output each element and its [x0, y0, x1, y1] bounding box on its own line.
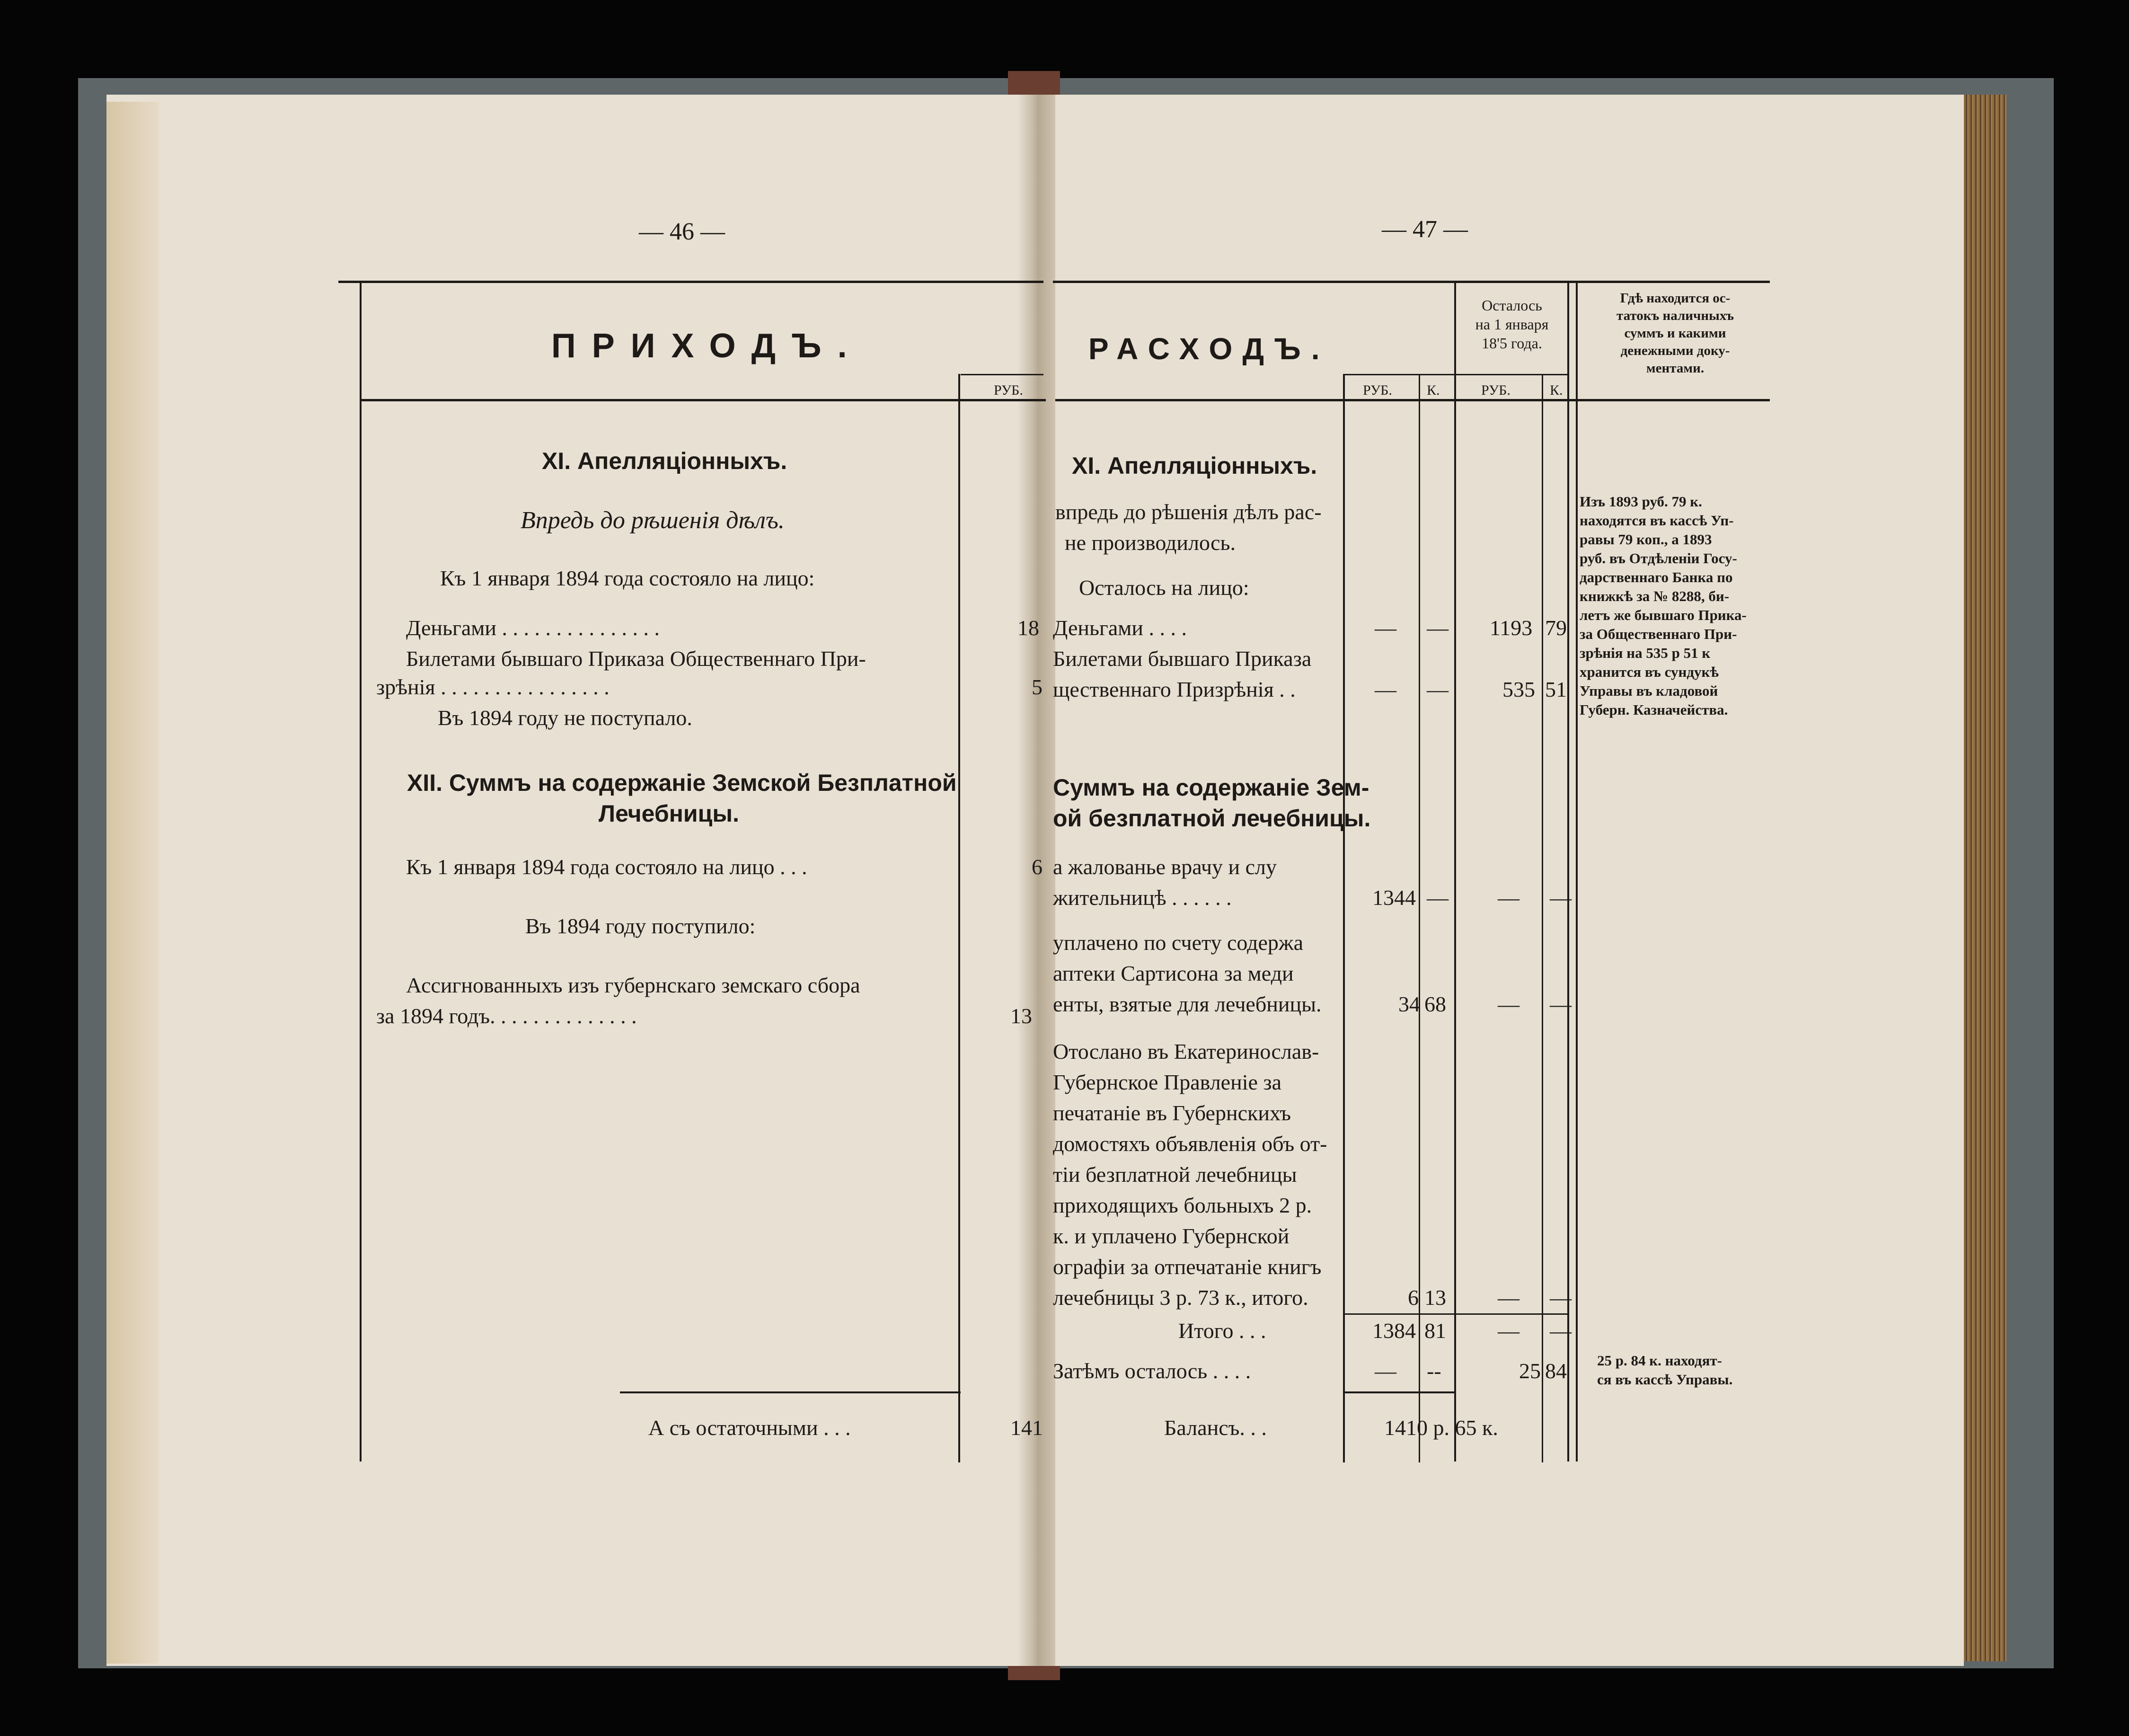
section-12-title-cont: Лечебницы.: [599, 800, 739, 827]
note-line: ся въ кассѣ Управы.: [1597, 1371, 1733, 1388]
section-11-title: XI. Апелляціонныхъ.: [542, 448, 787, 474]
location-note: [1580, 492, 1769, 719]
left-page-edge: [106, 102, 159, 1664]
note-line: книжкѣ за № 8288, би-: [1580, 588, 1730, 604]
amount: 13: [1010, 1004, 1032, 1028]
cell: 6: [1408, 1285, 1419, 1310]
remainder-header-line: на 1 января: [1475, 316, 1549, 333]
text-line: Въ 1894 году поступило:: [525, 914, 756, 938]
income-header: ПРИХОДЪ.: [551, 327, 863, 365]
text-line: аптеки Сартисона за меди: [1053, 961, 1294, 985]
section-11-subtitle: Впредь до рѣшенія дѣлъ.: [521, 507, 785, 534]
text-line: ографіи за отпечатаніе книгъ: [1053, 1255, 1322, 1279]
expense-header: РАСХОДЪ.: [1088, 332, 1330, 366]
cell: 25: [1519, 1359, 1541, 1383]
text-line: лечебницы 3 р. 73 к., итого.: [1053, 1285, 1308, 1310]
right-table-top-rule: [1053, 281, 1770, 283]
section-12-title-right-cont: ой безплатной лечебницы.: [1053, 805, 1371, 832]
remainder-header-line: Осталось: [1482, 297, 1542, 314]
note-line: Губерн. Казначейства.: [1580, 701, 1728, 718]
cell: —: [1427, 616, 1449, 640]
note-line: летъ же бывшаго Прика-: [1580, 607, 1747, 623]
note-line: находятся въ кассѣ Уп-: [1580, 512, 1734, 529]
total-rule: [620, 1391, 961, 1393]
text-line: Деньгами . . . . . . . . . . . . . . .: [406, 616, 660, 640]
balance-rule: [1344, 1391, 1455, 1393]
text-line: Къ 1 января 1894 года состояло на лицо . . .: [406, 855, 807, 879]
page-number-right: — 47 —: [1382, 216, 1468, 243]
location-column-header: [1581, 290, 1770, 377]
cell: 34: [1398, 992, 1420, 1016]
location-header-line: суммъ и какими: [1624, 326, 1726, 341]
remainder-note: [1597, 1351, 1772, 1389]
cell: —: [1498, 1319, 1519, 1343]
text-line: Отослано въ Екатеринослав-: [1053, 1039, 1319, 1063]
col-rule-double: [1576, 283, 1578, 1461]
right-table-header-rule: [1055, 399, 1770, 401]
table-left-rule: [360, 283, 362, 1461]
section-12-title-right: Суммъ на содержаніе Зем-: [1053, 774, 1369, 801]
cell: 68: [1424, 992, 1446, 1016]
location-header-line: ментами.: [1646, 361, 1705, 376]
cell: 535: [1502, 677, 1535, 701]
text-line: Губернское Правленіе за: [1053, 1070, 1281, 1094]
cell: 1193: [1490, 616, 1533, 640]
cell: 1384: [1372, 1319, 1416, 1343]
remainder-rub-label: РУБ.: [1481, 382, 1511, 398]
section-12-title: XII. Суммъ на содержаніе Земской Безплатной: [407, 770, 957, 796]
note-line: Изъ 1893 руб. 79 к.: [1580, 493, 1702, 510]
note-line: 25 р. 84 к. находят-: [1597, 1352, 1722, 1369]
text-line: Билетами бывшаго Приказа: [1053, 647, 1312, 671]
cell: —: [1375, 1359, 1396, 1383]
text-line: Къ 1 января 1894 года состояло на лицо:: [440, 566, 815, 590]
text-line: Ассигнованныхъ изъ губернскаго земскаго сбора: [406, 973, 860, 997]
right-cols-top: [1344, 374, 1569, 375]
cell: —: [1550, 1285, 1572, 1310]
col-rule: [1454, 283, 1456, 1461]
location-header-line: татокъ наличныхъ: [1616, 308, 1734, 323]
cell: —: [1550, 992, 1572, 1016]
cell: —: [1550, 1319, 1572, 1343]
cell: 13: [1424, 1285, 1446, 1310]
note-line: руб. въ Отдѣленіи Госу-: [1580, 550, 1737, 567]
text-line: к. и уплачено Губернской: [1053, 1224, 1290, 1248]
note-line: равы 79 коп., а 1893: [1580, 531, 1712, 548]
cell: 81: [1424, 1319, 1446, 1343]
amount: 6: [1032, 855, 1042, 879]
rub-col-rule: [958, 374, 960, 1462]
text-line: Въ 1894 году не поступало.: [438, 706, 692, 730]
cell: —: [1550, 886, 1572, 910]
balance-label: Балансъ. . .: [1164, 1416, 1267, 1440]
note-line: за Общественнаго При-: [1580, 626, 1737, 642]
cell: —: [1427, 677, 1449, 701]
table-header-rule: [360, 399, 1046, 401]
text-line: тіи безплатной лечебницы: [1053, 1162, 1297, 1187]
cell: 51: [1545, 677, 1567, 701]
cell: 79: [1545, 616, 1567, 640]
text-line: Осталось на лицо:: [1079, 576, 1249, 600]
text-line: за 1894 годъ. . . . . . . . . . . . . .: [376, 1004, 637, 1028]
col-rule: [1419, 374, 1420, 1462]
col-rule: [1343, 374, 1345, 1462]
itogo-label: Итого . . .: [1178, 1319, 1266, 1343]
text-line: приходящихъ больныхъ 2 р.: [1053, 1193, 1312, 1217]
itogo-rule: [1344, 1313, 1569, 1315]
text-line: а жалованье врачу и слу: [1053, 855, 1277, 879]
page-number-left: — 46 —: [639, 218, 725, 245]
remainder-label: Затѣмъ осталось . . . .: [1053, 1359, 1251, 1383]
text-line: печатаніе въ Губернскихъ: [1053, 1101, 1291, 1125]
cell: 84: [1545, 1359, 1567, 1383]
text-line: Билетами бывшаго Приказа Общественнаго При-: [406, 647, 866, 671]
text-line: енты, взятые для лечебницы.: [1053, 992, 1322, 1016]
text-line: зрѣнія . . . . . . . . . . . . . . . .: [376, 675, 610, 699]
table-top-rule: [338, 281, 1043, 283]
rub-col-label: РУБ.: [1363, 382, 1392, 398]
k-col-label: К.: [1427, 382, 1440, 398]
left-rub-col-label: РУБ.: [994, 382, 1023, 398]
text-line: Деньгами . . . .: [1053, 616, 1187, 640]
section-11-title-right: XI. Апелляціонныхъ.: [1072, 452, 1317, 479]
remainder-header-line: 18'5 года.: [1482, 335, 1542, 352]
cell: —: [1375, 677, 1396, 701]
text-line: домостяхъ объявленія объ от-: [1053, 1132, 1327, 1156]
total-label: А съ остаточными . . .: [648, 1416, 851, 1440]
rub-col-top: [961, 374, 1043, 375]
text-line: уплачено по счету содержа: [1053, 930, 1304, 955]
balance-amount: 1410 р. 65 к.: [1384, 1416, 1498, 1440]
note-line: зрѣнія на 535 р 51 к: [1580, 645, 1711, 661]
cell: 1344: [1372, 886, 1416, 910]
cell: --: [1427, 1359, 1441, 1383]
text-line: щественнаго Призрѣнія . .: [1053, 677, 1296, 701]
cell: —: [1498, 992, 1519, 1016]
cell: —: [1427, 886, 1449, 910]
remainder-k-label: К.: [1550, 382, 1563, 398]
col-rule: [1542, 374, 1543, 1462]
amount: 18: [1017, 616, 1039, 640]
text-line: впредь до рѣшенія дѣлъ рас-: [1055, 500, 1322, 524]
total-amount: 141: [1010, 1416, 1043, 1440]
note-line: хранится въ сундукѣ: [1580, 664, 1719, 680]
cell: —: [1375, 616, 1396, 640]
text-line: жительницѣ . . . . . .: [1053, 886, 1232, 910]
amount: 5: [1032, 675, 1042, 699]
remainder-column-header: [1458, 296, 1566, 353]
location-header-line: денежными доку-: [1620, 343, 1730, 358]
note-line: дарственнаго Банка по: [1580, 569, 1733, 585]
cell: —: [1498, 1285, 1519, 1310]
note-line: Управы въ кладовой: [1580, 682, 1718, 699]
location-header-line: Гдѣ находится ос-: [1620, 291, 1731, 306]
cell: —: [1498, 886, 1519, 910]
text-line: не производилось.: [1065, 531, 1236, 555]
